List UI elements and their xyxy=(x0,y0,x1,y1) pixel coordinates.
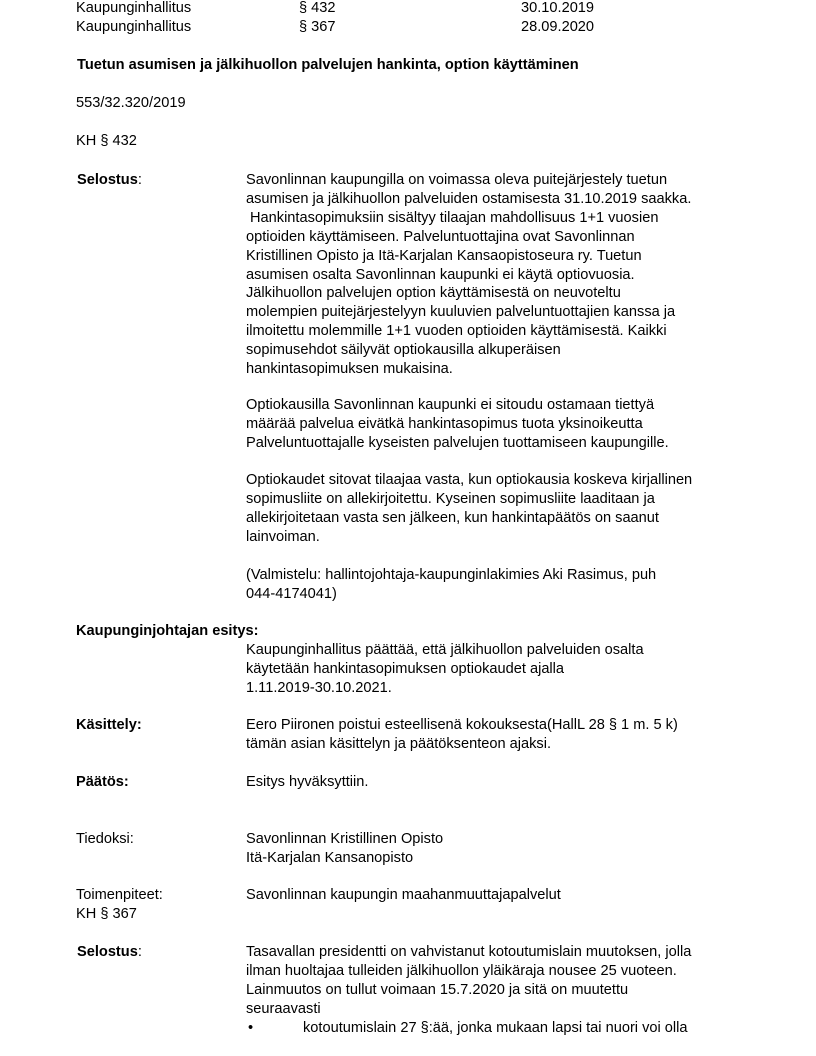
selostus-1-paragraph-4: (Valmistelu: hallintojohtaja-kaupunginlakimies Aki Rasimus, puh 044-4174041) xyxy=(246,567,657,602)
selostus-1-paragraph-2: Optiokausilla Savonlinnan kaupunki ei sitoudu ostamaan tiettyä määrää palvelua eivätkä hankintasopimus tuota yksinoikeutta Palveluntuottajalle kyseisten palvelujen tuottamiseen kaupungille. xyxy=(246,397,669,451)
header-row-1-body: Kaupunginhallitus xyxy=(76,0,192,16)
kasittely-text: Eero Piironen poistui esteellisenä kokouksesta(HallL 28 § 1 m. 5 k) tämän asian käsittelyn ja päätöksenteon ajaksi. xyxy=(246,717,678,752)
header-row-1-section: § 432 xyxy=(299,0,336,16)
esitys-label: Kaupunginjohtajan esitys: xyxy=(76,623,259,639)
toimenpiteet-text: Savonlinnan kaupungin maahanmuuttajapalvelut xyxy=(246,887,561,903)
record-number: 553/32.320/2019 xyxy=(76,95,186,111)
header-row-2-date: 28.09.2020 xyxy=(521,19,595,35)
selostus-label-2: Selostus: xyxy=(77,944,142,960)
kasittely-label: Käsittely: xyxy=(76,717,142,733)
selostus-2-text: Tasavallan presidentti on vahvistanut kotoutumislain muutoksen, jolla ilman huoltajaa tulleiden jälkihuollon yläikäraja nousee 25 vuoteen. Lainmuutos on tullut voimaan 15.7.2020 ja sitä on muutettu seuraavasti xyxy=(246,944,692,1017)
header-row-2-section: § 367 xyxy=(299,19,336,35)
bullet-item-text: kotoutumislain 27 §:ää, jonka mukaan lapsi tai nuori voi olla xyxy=(303,1020,688,1036)
document-title: Tuetun asumisen ja jälkihuollon palvelujen hankinta, option käyttäminen xyxy=(77,57,579,73)
bullet-marker: • xyxy=(248,1020,254,1036)
paatos-text: Esitys hyväksyttiin. xyxy=(246,774,369,790)
selostus-1-paragraph-3: Optiokaudet sitovat tilaajaa vasta, kun optiokausia koskeva kirjallinen sopimusliite on allekirjoitettu. Kyseinen sopimusliite laaditaan ja allekirjoitetaan vasta sen jälkeen, kun hankintapäätös on saanut lainvoiman. xyxy=(246,472,693,545)
toimenpiteet-label: Toimenpiteet: xyxy=(76,887,163,903)
kh-reference-1: KH § 432 xyxy=(76,133,137,149)
header-row-2-body: Kaupunginhallitus xyxy=(76,19,192,35)
esitys-text: Kaupunginhallitus päättää, että jälkihuollon palveluiden osalta käytetään hankintasopimuksen optiokaudet ajalla 1.11.2019-30.10.2021. xyxy=(246,642,644,696)
tiedoksi-label: Tiedoksi: xyxy=(76,831,134,847)
kh-reference-2: KH § 367 xyxy=(76,906,137,922)
tiedoksi-text: Savonlinnan Kristillinen Opisto Itä-Karjalan Kansanopisto xyxy=(246,831,444,866)
paatos-label: Päätös: xyxy=(76,774,129,790)
selostus-1-paragraph-1: Savonlinnan kaupungilla on voimassa oleva puitejärjestely tuetun asumisen ja jälkihuollon palveluiden ostamisesta 31.10.2019 saakka. Hankintasopimuksiin sisältyy tilaajan mahdollisuus 1+1 vuosien optioiden käyttämiseen. Palveluntuottajina ovat Savonlinnan Kristillinen Opisto ja Itä-Karjalan Kansaopistoseura ry. Tuetun asumisen osalta Savonlinnan kaupunki ei käytä optiovuosia. Jälkihuollon palvelujen option käyttämisestä on neuvoteltu molempien puitejärjestelyyn kuuluvien palveluntuottajien kanssa ja ilmoitettu molemmille 1+1 vuoden optioiden käyttämisestä. Kaikki sopimusehdot säilyvät optiokausilla alkuperäisen hankintasopimuksen mukaisina. xyxy=(246,172,692,378)
header-row-1-date: 30.10.2019 xyxy=(521,0,595,16)
selostus-label-1: Selostus: xyxy=(77,172,142,188)
